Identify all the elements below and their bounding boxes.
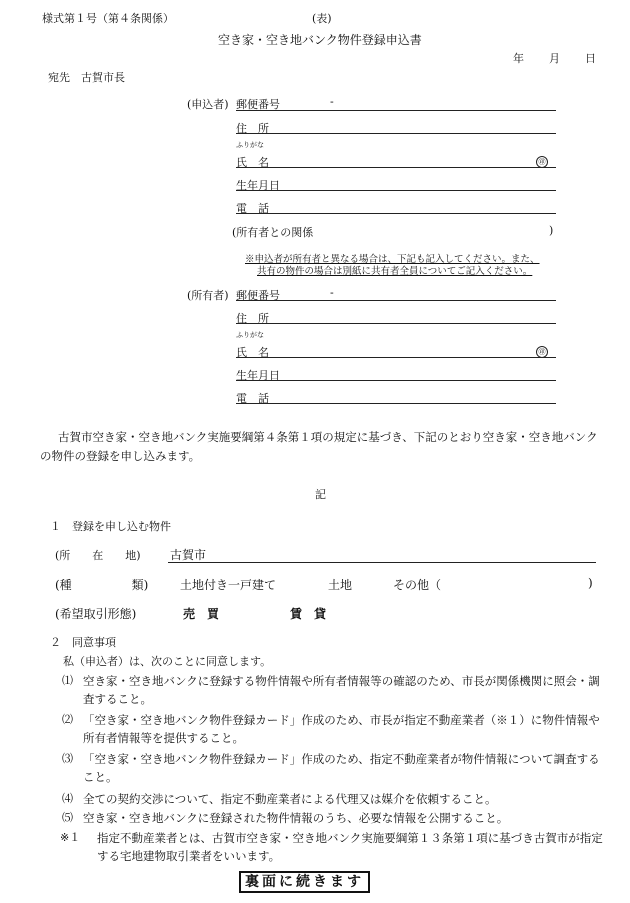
owner-name-label: 氏 名 [236, 346, 269, 359]
applicant-postal-label: 郵便番号 [236, 98, 280, 111]
location-field[interactable] [168, 562, 596, 563]
owner-postal-label: 郵便番号 [236, 289, 280, 302]
item-number: ⑶ [62, 752, 73, 765]
date-day: 日 [585, 52, 596, 65]
deal-option-rent[interactable]: 賃 貸 [290, 607, 327, 621]
owner-address-field[interactable] [236, 323, 556, 324]
page-title: 空き家・空き地バンク物件登録申込書 [218, 33, 422, 47]
owner-phone-field[interactable] [236, 403, 556, 404]
applicant-phone-label: 電 話 [236, 202, 269, 215]
ki-heading: 記 [315, 488, 326, 501]
applicant-name-field[interactable] [236, 167, 556, 168]
owner-birth-label: 生年月日 [236, 369, 280, 382]
applicant-address-label: 住 所 [236, 122, 269, 135]
agreement-item: 全ての契約交渉について、指定不動産業者による代理又は媒介を依頼すること。 [83, 792, 497, 806]
agreement-item: 空き家・空き地バンクに登録する物件情報や所有者情報等の確認のため、市長が関係機関に照会・調査すること。 [83, 674, 600, 706]
applicant-note-line2: 共有の物件の場合は別紙に共有者全員についてご記入ください。 [257, 266, 533, 277]
continue-notice: 裏面に続きます [239, 871, 370, 893]
applicant-birth-label: 生年月日 [236, 179, 280, 192]
form-number: 様式第１号（第４条関係） [42, 12, 174, 25]
footnote-mark: ※１ [60, 831, 81, 844]
agreement-item: 空き家・空き地バンクに登録された物件情報のうち、必要な情報を公開すること。 [83, 811, 509, 825]
type-option-land[interactable]: 土地 [328, 578, 353, 592]
item-number: ⑸ [62, 811, 73, 824]
owner-address-label: 住 所 [236, 312, 269, 325]
date-month: 月 [549, 52, 560, 65]
item-number: ⑴ [62, 674, 73, 687]
applicant-section-label: (申込者) [187, 98, 229, 111]
location-label: (所 在 地) [55, 549, 141, 562]
seal-icon: ㊞ [536, 156, 548, 168]
type-option-other[interactable]: その他（ [393, 578, 442, 592]
section2-heading: ２ 同意事項 [50, 636, 116, 649]
type-label: (種 類) [55, 578, 149, 592]
applicant-postal-dash: - [330, 95, 334, 108]
type-close-paren: ) [588, 576, 593, 590]
owner-postal-dash: - [330, 286, 334, 299]
applicant-relation-close: ) [549, 224, 554, 237]
applicant-relation-label: (所有者との関係 [232, 226, 314, 239]
owner-birth-field[interactable] [236, 380, 556, 381]
type-option-house[interactable]: 土地付き一戸建て [180, 578, 277, 592]
applicant-postal-field[interactable] [236, 110, 556, 111]
owner-section-label: (所有者) [187, 289, 229, 302]
item-number: ⑵ [62, 713, 73, 726]
item-number: ⑷ [62, 792, 73, 805]
applicant-birth-field[interactable] [236, 190, 556, 191]
footnote-text: 指定不動産業者とは、古賀市空き家・空き地バンク実施要綱第１３条第１項に基づき古賀市が指定する宅地建物取引業者をいいます。 [97, 831, 603, 863]
applicant-address-field[interactable] [236, 133, 556, 134]
applicant-furigana-label: ふりがな [236, 141, 264, 149]
date-year: 年 [513, 52, 524, 65]
deal-option-sale[interactable]: 売 買 [183, 607, 220, 621]
owner-phone-label: 電 話 [236, 392, 269, 405]
applicant-note-line1: ※申込者が所有者と異なる場合は、下記も記入してください。また、 [245, 254, 540, 265]
seal-icon: ㊞ [536, 346, 548, 358]
section2-intro: 私（申込者）は、次のことに同意します。 [63, 655, 272, 668]
side-indicator: (表) [312, 12, 332, 25]
owner-postal-field[interactable] [236, 300, 556, 301]
owner-name-field[interactable] [236, 357, 556, 358]
deal-label: (希望取引形態) [55, 607, 137, 621]
applicant-name-label: 氏 名 [236, 156, 269, 169]
agreement-item: 「空き家・空き地バンク物件登録カード」作成のため、指定不動産業者が物件情報について調査すること。 [83, 752, 600, 784]
agreement-item: 「空き家・空き地バンク物件登録カード」作成のため、市長が指定不動産業者（※１）に物件情報や所有者情報等を提供すること。 [83, 713, 600, 745]
location-value: 古賀市 [170, 548, 207, 562]
intro-paragraph: 古賀市空き家・空き地バンク実施要綱第４条第１項の規定に基づき、下記のとおり空き家・空き地バンクの物件の登録を申し込みます。 [40, 430, 598, 463]
owner-furigana-label: ふりがな [236, 331, 264, 339]
addressee: 宛先 古賀市長 [48, 71, 125, 84]
applicant-phone-field[interactable] [236, 213, 556, 214]
section1-heading: １ 登録を申し込む物件 [50, 520, 171, 533]
